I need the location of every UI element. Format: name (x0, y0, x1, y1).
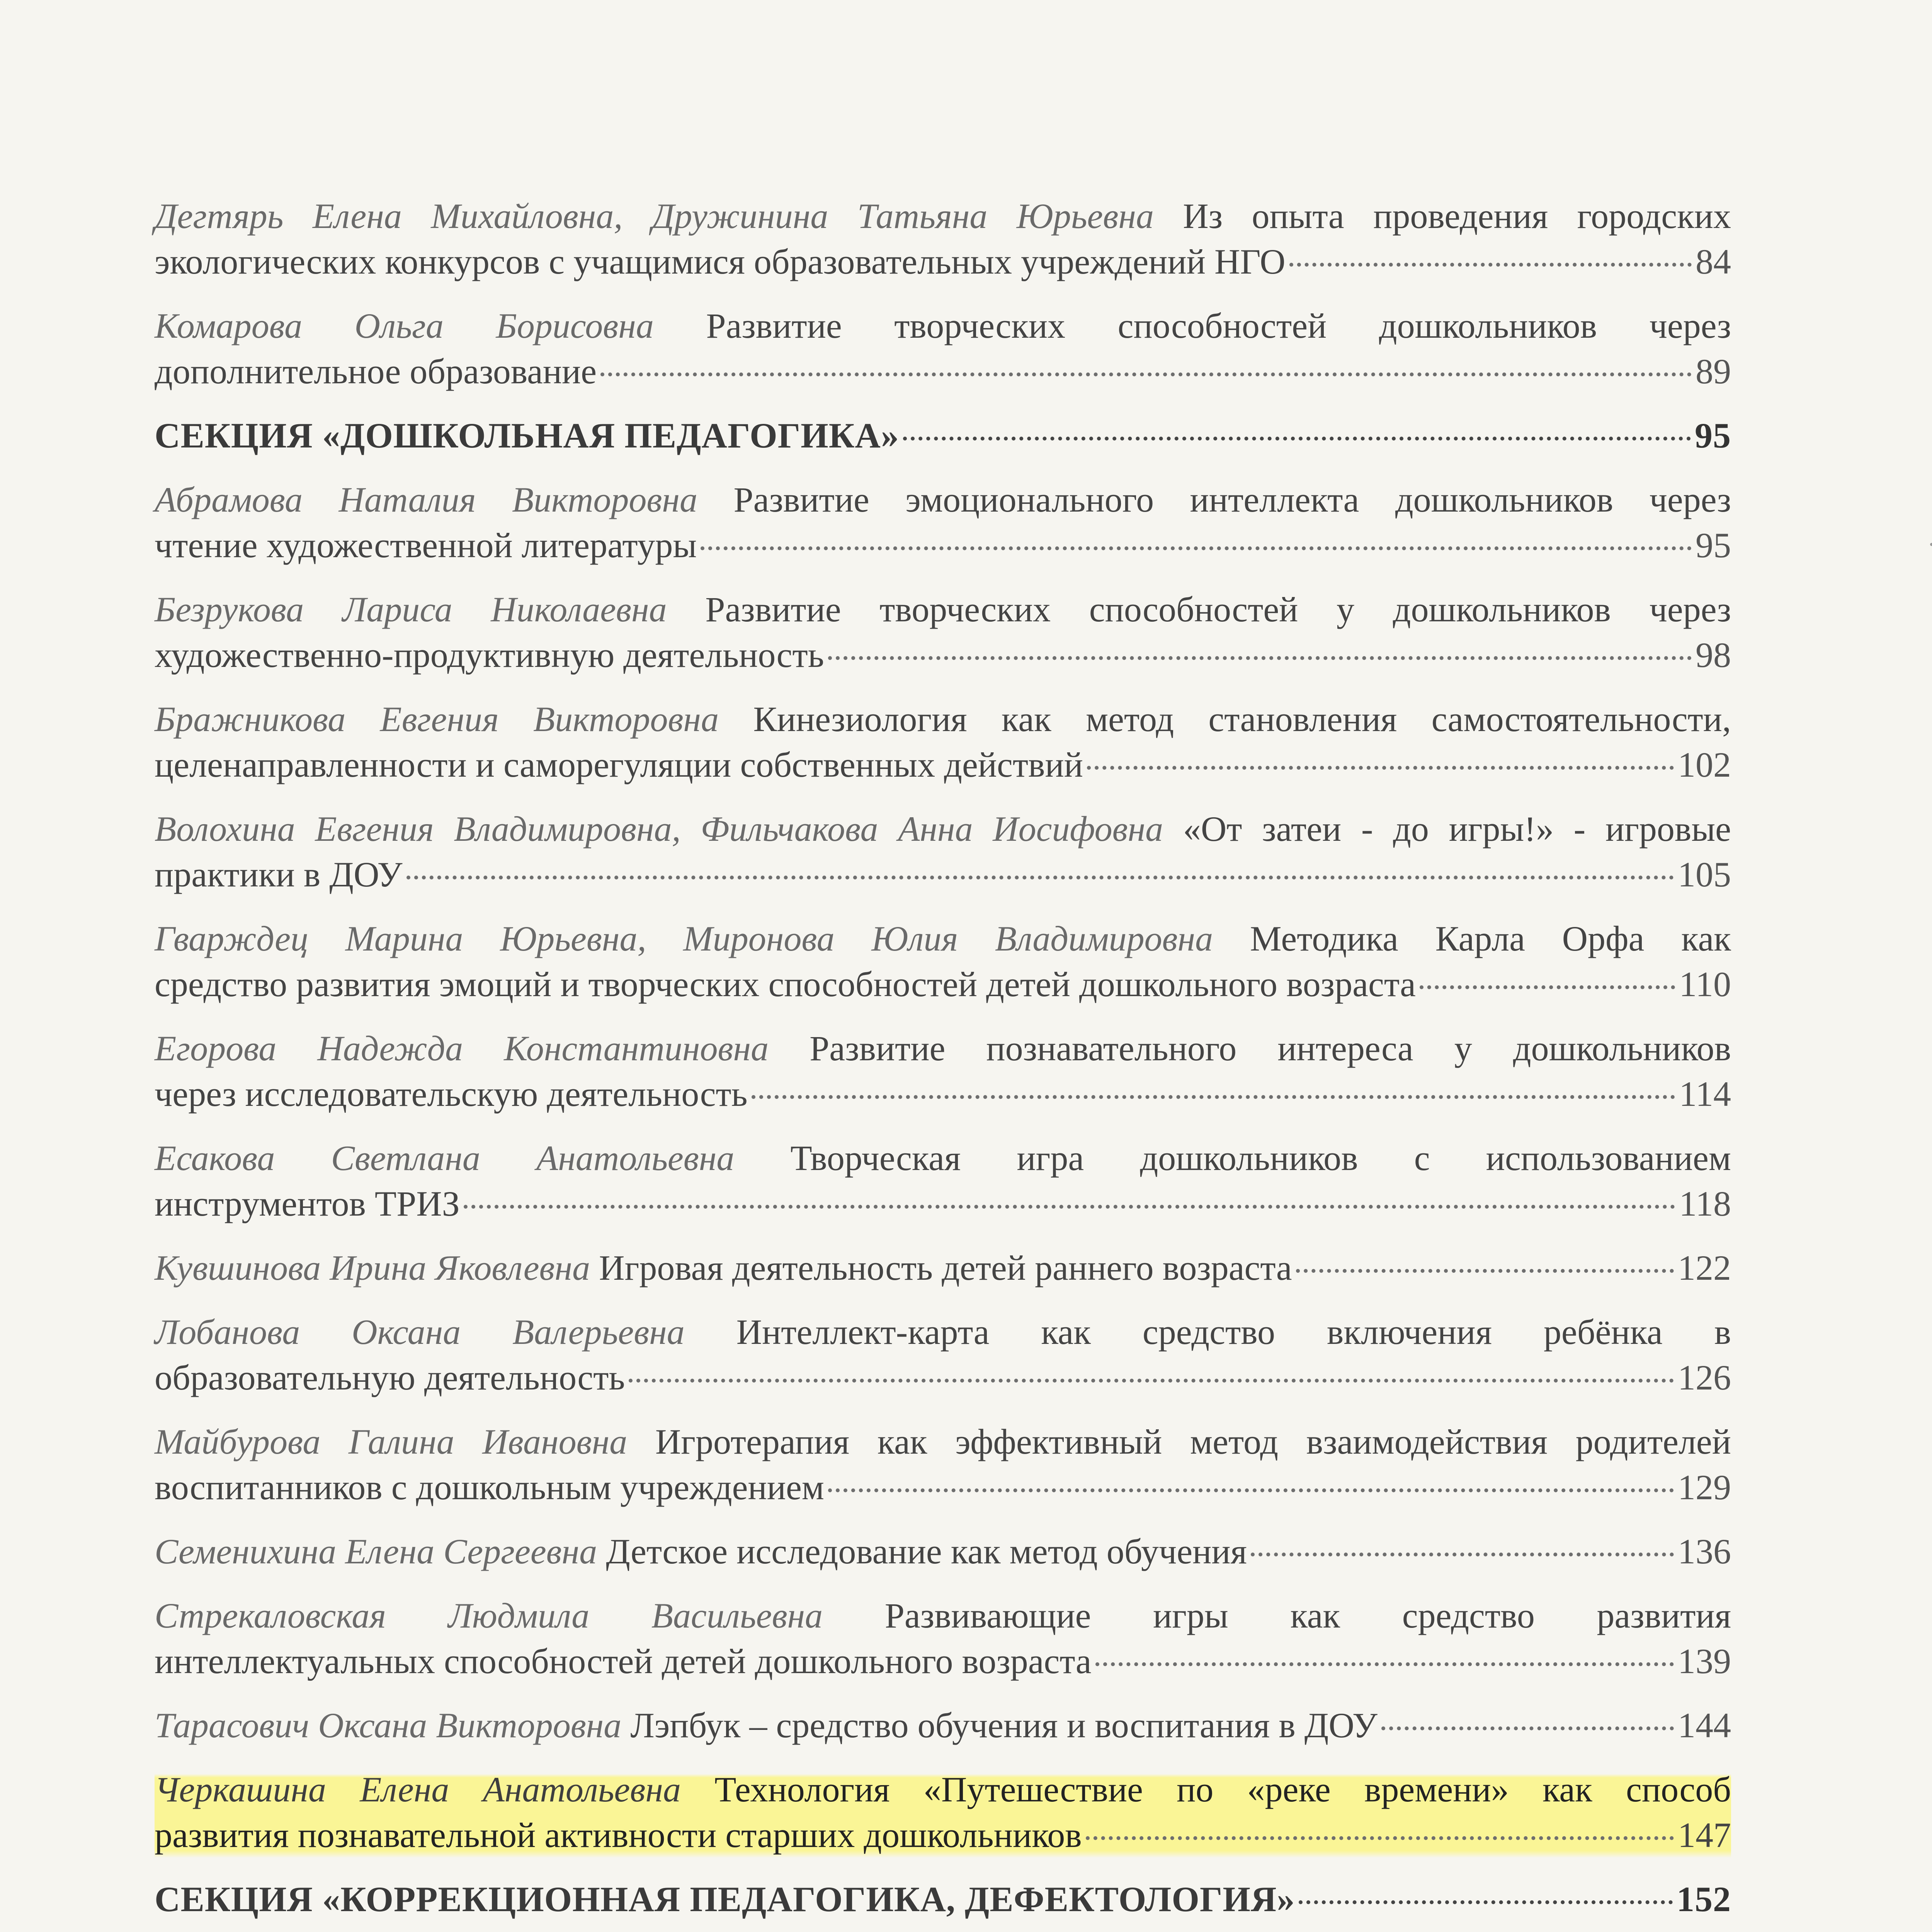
page-number: 129 (1678, 1468, 1731, 1507)
toc-entry (155, 1309, 1731, 1400)
entry-author: Гварждец Марина Юрьевна, Миронова Юлия Владимировна (155, 919, 1213, 958)
entry-first-line (155, 1593, 1731, 1638)
entry-first-line (155, 806, 1731, 852)
entry-single-line (155, 1245, 1731, 1291)
entry-title-end: чтение художественной литературы (155, 526, 697, 565)
entry-title-end: воспитанников с дошкольным учреждением (155, 1468, 824, 1507)
dot-leader (1420, 985, 1675, 989)
entry-title-end: средство развития эмоций и творческих способностей детей дошкольного возраста (155, 964, 1416, 1004)
entry-author: Тарасович Оксана Викторовна (155, 1706, 622, 1745)
dot-leader (1086, 1836, 1674, 1840)
entry-title-start: Игротерапия как эффективный метод взаимодействия родителей (655, 1422, 1731, 1461)
section-heading (155, 1876, 1731, 1922)
entry-title-end: экологических конкурсов с учащимися образовательных учреждений НГО (155, 242, 1286, 281)
entry-title-start: Развитие творческих способностей у дошкольников через (705, 590, 1731, 629)
entry-title-start: Развивающие игры как средство развития (884, 1596, 1731, 1635)
page-number: 139 (1678, 1641, 1731, 1681)
section-title: СЕКЦИЯ «КОРРЕКЦИОННАЯ ПЕДАГОГИКА, ДЕФЕКТОЛОГИЯ» (155, 1879, 1295, 1919)
entry-title-end: через исследовательскую деятельность (155, 1074, 748, 1114)
entry-first-line (155, 1767, 1731, 1812)
entry-last-line (155, 852, 1731, 897)
entry-text (155, 1529, 1247, 1574)
section-title: СЕКЦИЯ «ДОШКОЛЬНАЯ ПЕДАГОГИКА» (155, 416, 899, 455)
entry-first-line (155, 1309, 1731, 1355)
entry-first-line (155, 1419, 1731, 1464)
page-number: 136 (1678, 1532, 1731, 1571)
page-number: 110 (1679, 964, 1731, 1004)
entry-last-line (155, 1355, 1731, 1400)
entry-last-line (155, 1812, 1731, 1858)
dot-leader (1296, 1269, 1674, 1273)
page-number: 122 (1678, 1248, 1731, 1287)
toc-entry (155, 1135, 1731, 1226)
entry-first-line (155, 1135, 1731, 1181)
entry-title-start: Развитие творческих способностей дошкольников через (706, 306, 1731, 345)
page-number: 147 (1678, 1815, 1731, 1855)
entry-title-start: Методика Карла Орфа как (1250, 919, 1731, 958)
page-number: 98 (1696, 635, 1731, 675)
page-number: 95 (1695, 416, 1731, 455)
entry-first-line (155, 193, 1731, 239)
toc-entry (155, 1529, 1731, 1574)
entry-last-line (155, 632, 1731, 678)
toc-entry (155, 916, 1731, 1007)
entry-author: Безрукова Лариса Николаевна (155, 590, 667, 629)
dot-leader (1095, 1662, 1674, 1666)
toc-entry (155, 1702, 1731, 1748)
entry-title-end: инструментов ТРИЗ (155, 1184, 460, 1223)
entry-last-line (155, 239, 1731, 284)
entry-single-line (155, 1702, 1731, 1748)
entry-title-end: образовательную деятельность (155, 1358, 625, 1397)
toc-entry (155, 1593, 1731, 1684)
section-heading (155, 413, 1731, 458)
entry-author: Егорова Надежда Константиновна (155, 1029, 769, 1068)
entry-last-line (155, 1071, 1731, 1117)
dot-leader (828, 1488, 1674, 1492)
entry-title: Игровая деятельность детей раннего возраста (599, 1248, 1292, 1287)
entry-title-start: Творческая игра дошкольников с использованием (790, 1138, 1731, 1178)
entry-title-start: Развитие познавательного интереса у дошкольников (810, 1029, 1731, 1068)
entry-first-line (155, 696, 1731, 742)
entry-title-end: развития познавательной активности старших дошкольников (155, 1815, 1082, 1855)
page-number: 144 (1678, 1706, 1731, 1745)
page-number: 114 (1679, 1074, 1731, 1114)
entry-title-end: художественно-продуктивную деятельность (155, 635, 824, 675)
toc-entry (155, 587, 1731, 678)
entry-title: Детское исследование как метод обучения (606, 1532, 1247, 1571)
entry-last-line (155, 742, 1731, 787)
dot-leader (828, 656, 1692, 660)
entry-last-line (155, 1464, 1731, 1510)
page-number: 126 (1678, 1358, 1731, 1397)
entry-author: Абрамова Наталия Викторовна (155, 480, 697, 519)
toc-entry (155, 1245, 1731, 1291)
page-number: 152 (1677, 1879, 1731, 1919)
entry-last-line (155, 1181, 1731, 1226)
entry-last-line (155, 349, 1731, 394)
dot-leader (1381, 1726, 1674, 1730)
entry-text (155, 1702, 1378, 1748)
entry-first-line (155, 477, 1731, 522)
entry-title-end: практики в ДОУ (155, 855, 403, 894)
entry-author: Майбурова Галина Ивановна (155, 1422, 628, 1461)
dot-leader (600, 372, 1692, 376)
dot-leader (752, 1095, 1675, 1099)
entry-title-start: Интеллект-карта как средство включения ребёнка в (736, 1312, 1731, 1352)
entry-author: Семенихина Елена Сергеевна (155, 1532, 597, 1571)
entry-first-line (155, 1026, 1731, 1071)
entry-text (155, 1245, 1292, 1291)
entry-author: Черкашина Елена Анатольевна (155, 1770, 681, 1809)
dot-leader (1251, 1553, 1674, 1556)
dot-leader (406, 876, 1674, 879)
page-number: 84 (1696, 242, 1731, 281)
entry-title-end: дополнительное образование (155, 352, 597, 391)
entry-author: Есакова Светлана Анатольевна (155, 1138, 735, 1178)
entry-first-line (155, 916, 1731, 961)
entry-author: Стрекаловская Людмила Васильевна (155, 1596, 823, 1635)
entry-author: Бражникова Евгения Викторовна (155, 699, 719, 739)
page-number: 105 (1678, 855, 1731, 894)
entry-title-start: «От затеи - до игры!» - игровые (1183, 809, 1731, 849)
entry-author: Кувшинова Ирина Яковлевна (155, 1248, 590, 1287)
entry-last-line (155, 961, 1731, 1007)
entry-title-start: Из опыта проведения городских (1183, 196, 1731, 236)
toc-entry (155, 696, 1731, 787)
entry-author: Волохина Евгения Владимировна, Фильчакова Анна Иосифовна (155, 809, 1163, 849)
entry-first-line (155, 587, 1731, 632)
toc-entry (155, 806, 1731, 897)
toc-entry (155, 303, 1731, 394)
page-number: 118 (1679, 1184, 1731, 1223)
entry-first-line (155, 303, 1731, 349)
entry-title-end: интеллектуальных способностей детей дошкольного возраста (155, 1641, 1092, 1681)
entry-title: Лэпбук – средство обучения и воспитания в ДОУ (630, 1706, 1378, 1745)
dot-leader (1299, 1900, 1673, 1904)
entry-last-line (155, 1638, 1731, 1684)
dot-leader (903, 437, 1691, 440)
entry-last-line (155, 522, 1731, 568)
dot-leader (464, 1205, 1675, 1209)
entry-title-start: Развитие эмоционального интеллекта дошкольников через (733, 480, 1731, 519)
dot-leader (629, 1379, 1674, 1383)
toc-entry (155, 193, 1731, 284)
toc-entry (155, 477, 1731, 568)
toc-entry (155, 1419, 1731, 1510)
toc-entry (155, 1026, 1731, 1117)
entry-single-line (155, 1529, 1731, 1574)
dot-leader (701, 546, 1692, 550)
entry-title-start: Технология «Путешествие по «реке времени» как способ (714, 1770, 1731, 1809)
entry-author: Комарова Ольга Борисовна (155, 306, 654, 345)
page-number: 102 (1678, 745, 1731, 784)
page-number: 89 (1696, 352, 1731, 391)
entry-author: Лобанова Оксана Валерьевна (155, 1312, 685, 1352)
dot-leader (1087, 766, 1674, 770)
page-number: 95 (1696, 526, 1731, 565)
dot-leader (1289, 263, 1692, 267)
toc-entry-highlighted (155, 1767, 1731, 1858)
scan-speck (1930, 543, 1932, 546)
entry-title-end: целенаправленности и саморегуляции собственных действий (155, 745, 1083, 784)
entry-title-start: Кинезиология как метод становления самостоятельности, (753, 699, 1731, 739)
table-of-contents (155, 193, 1731, 1932)
entry-author: Дегтярь Елена Михайловна, Дружинина Татьяна Юрьевна (155, 196, 1154, 236)
